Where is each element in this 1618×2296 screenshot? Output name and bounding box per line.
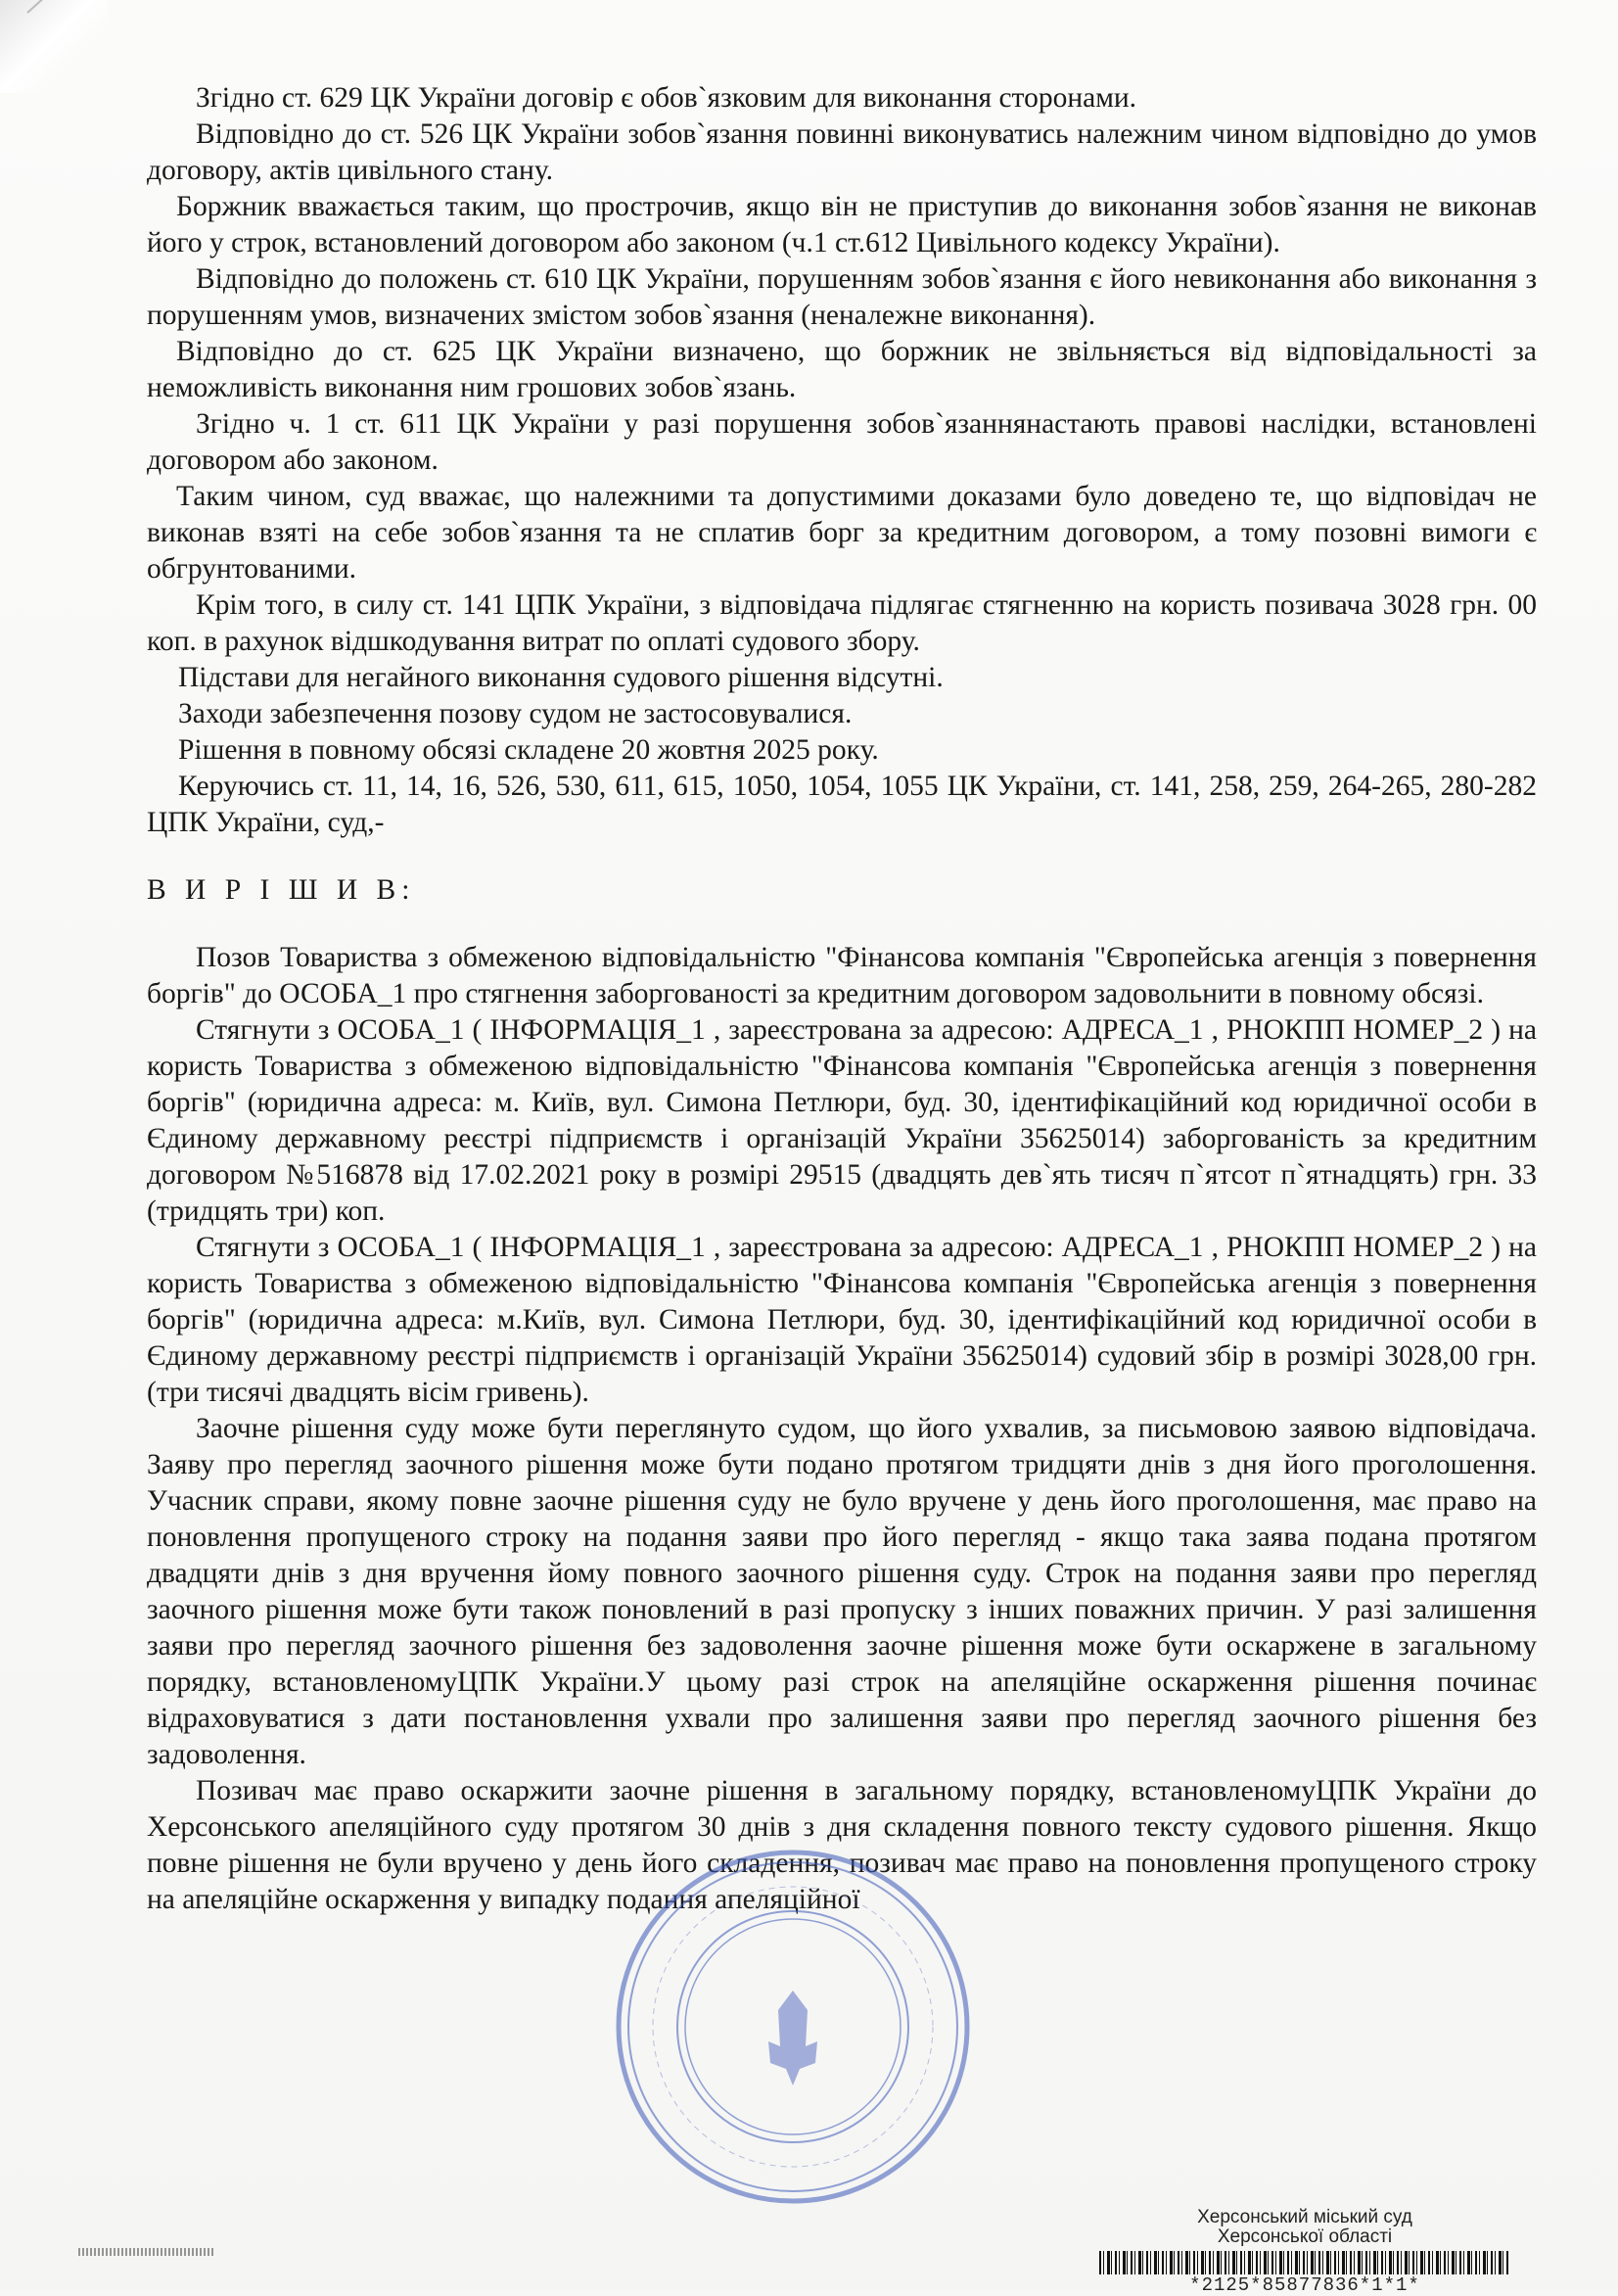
decision-heading: В И Р І Ш И В:: [147, 874, 416, 906]
court-region: Херсонської області: [1217, 2226, 1393, 2247]
paragraph: Таким чином, суд вважає, що належними та допустимими доказами було доведено те, що відповідач не виконав взяті на себе зобов`язання та не сплатив борг за кредитним договором, а тому позовні вимоги є обгрунтованими.: [147, 481, 1537, 585]
paragraph: Згідно ст. 629 ЦК України договір є обов`язковим для виконання сторонами.: [196, 82, 1137, 114]
decision-paragraph: Стягнути з ОСОБА_1 ( ІНФОРМАЦІЯ_1 , зареєстрована за адресою: АДРЕСА_1 , РНОКПП НОМЕР_2 ) на користь Товариства з обмеженою відповідальністю "Фінансова компанія "Європейська агенція з повернення боргів" (юридична адреса: м.Київ, вул. Симона Петлюри, буд. 30, ідентифікаційний код юридичної особи в Єдиному державному реєстрі підприємств і організацій України 35625014) судовий збір в розмірі 3028,00 грн. (три тисячі двадцять вісім гривень).: [147, 1232, 1537, 1408]
court-seal-stamp: [612, 1846, 974, 2208]
paragraph: Відповідно до ст. 526 ЦК України зобов`язання повинні виконуватись належним чином відповідно до умов договору, актів цивільного стану.: [147, 118, 1537, 186]
paragraph: Боржник вважається таким, що прострочив, якщо він не приступив до виконання зобов`язання не виконав його у строк, встановлений договором або законом (ч.1 ст.612 Цивільного кодексу України).: [147, 191, 1537, 258]
decision-paragraph: Позов Товариства з обмеженою відповідальністю "Фінансова компанія "Європейська агенція з повернення боргів" до ОСОБА_1 про стягнення заборгованості за кредитним договором задовольнити в повному обсязі.: [147, 942, 1537, 1009]
decision-paragraph: Позивач має право оскаржити заочне рішення в загальному порядку, встановленомуЦПК України до Херсонського апеляційного суду протягом 30 днів з дня складення повного тексту судового рішення. Якщо повне рішення не були вручено у день його складення, позивач має право на поновлення пропущеного строку на апеляційне оскарження у випадку подання апеляційної: [147, 1775, 1537, 1915]
barcode-number: *2125*85877836*1*1*: [1189, 2274, 1420, 2296]
scan-artifact: [78, 2248, 215, 2256]
paragraph: Рішення в повному обсязі складене 20 жовтня 2025 року.: [178, 734, 879, 766]
paragraph: Заходи забезпечення позову судом не застосовувалися.: [178, 698, 853, 729]
court-name: Херсонський міський суд: [1197, 2207, 1412, 2227]
document-body: [147, 80, 1537, 1918]
paragraph: Крім того, в силу ст. 141 ЦПК України, з відповідача підлягає стягненню на користь позивача 3028 грн. 00 коп. в рахунок відшкодування витрат по оплаті судового збору.: [147, 589, 1537, 657]
court-footer: [1099, 2208, 1510, 2296]
paragraph: Відповідно до положень ст. 610 ЦК України, порушенням зобов`язання є його невиконання або виконання з порушенням умов, визначених змістом зобов`язання (неналежне виконання).: [147, 263, 1537, 331]
paragraph: Підстави для негайного виконання судового рішення відсутні.: [178, 662, 944, 693]
paragraph: Відповідно до ст. 625 ЦК України визначено, що боржник не звільняється від відповідальності за неможливість виконання ним грошових зобов`язань.: [147, 336, 1537, 403]
folded-corner: [0, 0, 108, 93]
decision-paragraph: Заочне рішення суду може бути переглянуто судом, що його ухвалив, за письмовою заявою відповідача. Заяву про перегляд заочного рішення може бути подано протягом тридцяти днів з дня його проголошення. Учасник справи, якому повне заочне рішення суду не було вручене у день його проголошення, має право на поновлення пропущеного строку на подання заяви про його перегляд - якщо така заява подана протягом двадцяти днів з дня вручення йому повного заочного рішення суду. Строк на подання заяви про перегляд заочного рішення може бути також поновлений в разі пропуску з інших поважних причин. У разі залишення заяви про перегляд заочного рішення без задоволення заочне рішення може бути оскаржене в загальному порядку, встановленомуЦПК України.У цьому разі строк на апеляційне оскарження рішення починає відраховуватися з дати постановлення ухвали про залишення заяви про перегляд заочного рішення без задоволення.: [147, 1413, 1537, 1770]
paragraph: Керуючись ст. 11, 14, 16, 526, 530, 611, 615, 1050, 1054, 1055 ЦК України, ст. 141, 258, 259, 264-265, 280-282 ЦПК України, суд,-: [147, 771, 1537, 838]
barcode: [1099, 2251, 1510, 2274]
paragraph: Згідно ч. 1 ст. 611 ЦК України у разі порушення зобов`язаннянастають правові наслідки, встановлені договором або законом.: [147, 408, 1537, 476]
decision-paragraph: Стягнути з ОСОБА_1 ( ІНФОРМАЦІЯ_1 , зареєстрована за адресою: АДРЕСА_1 , РНОКПП НОМЕР_2 ) на користь Товариства з обмеженою відповідальністю "Фінансова компанія "Європейська агенція з повернення боргів" (юридична адреса: м. Київ, вул. Симона Петлюри, буд. 30, ідентифікаційний код юридичної особи в Єдиному державному реєстрі підприємств і організацій України 35625014) заборгованість за кредитним договором №516878 від 17.02.2021 року в розмірі 29515 (двадцять дев`ять тисяч п`ятсот п`ятнадцять) грн. 33 (тридцять три) коп.: [147, 1014, 1537, 1227]
